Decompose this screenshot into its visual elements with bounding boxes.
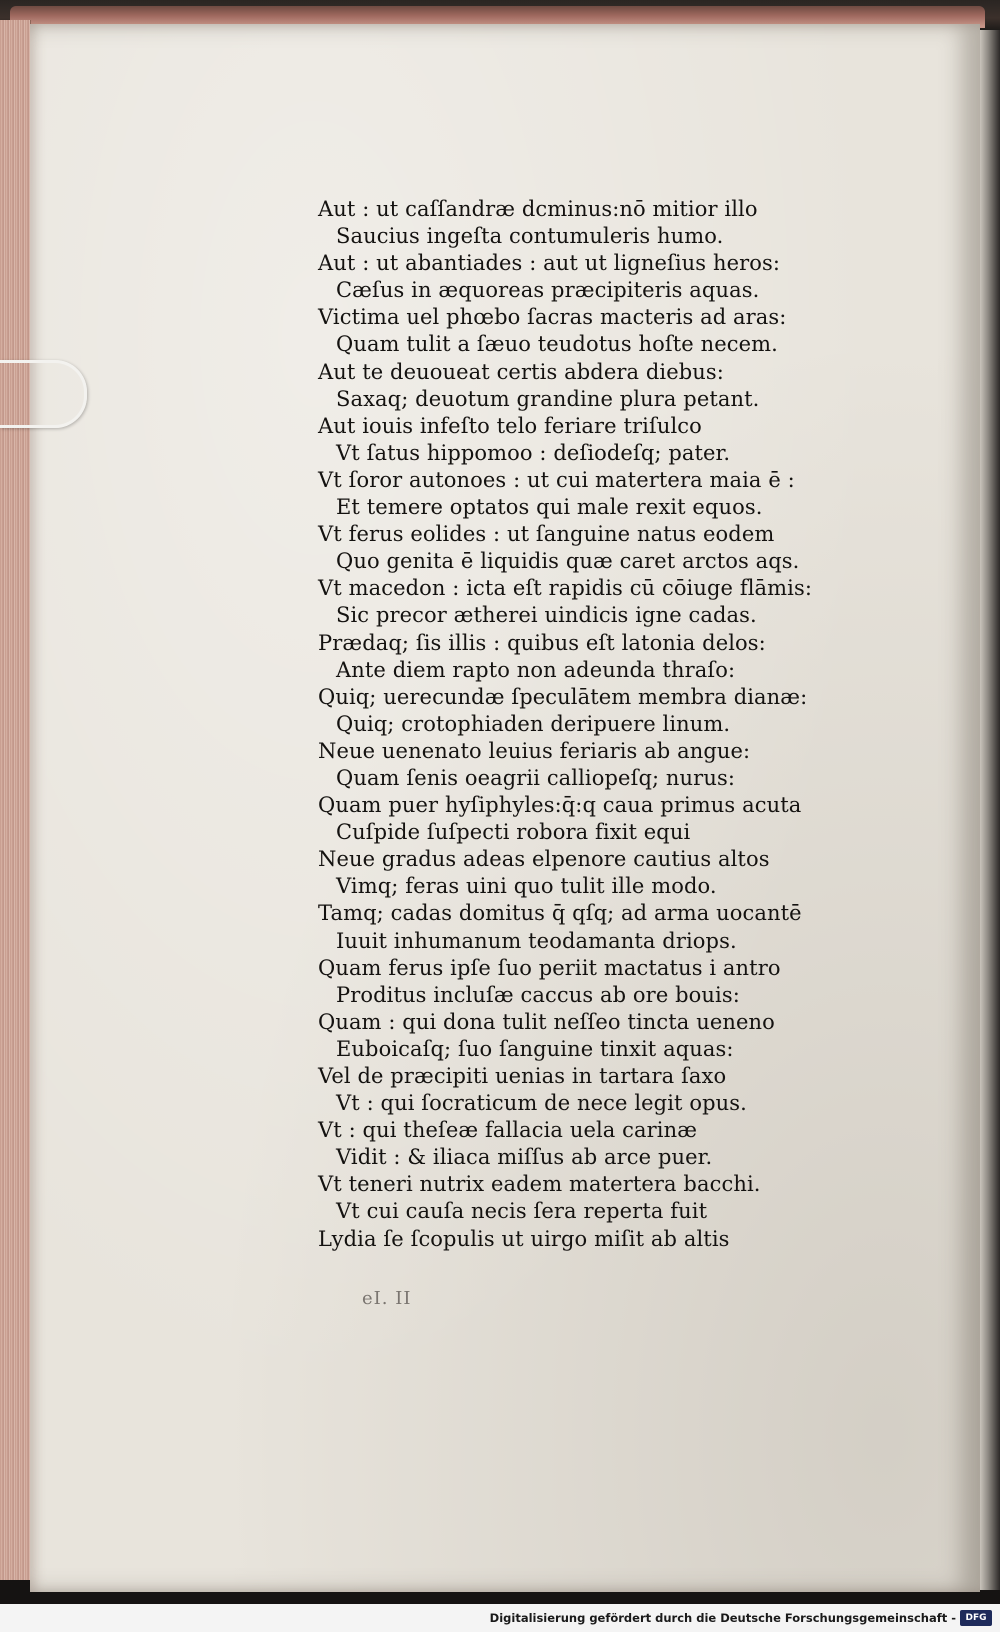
- verse-line: Vt ſatus hippomoo : deſiodeſq; pater.: [336, 440, 731, 465]
- footer-credit: Digitalisierung gefördert durch die Deutsche Forschungsgemeinschaft -: [489, 1611, 956, 1625]
- verse-line: Neue uenenato leuius feriaris ab angue:: [318, 738, 751, 763]
- verse-line: Quam : qui dona tulit neſſeo tincta ueneno: [318, 1009, 775, 1034]
- verse-line: Tamq; cadas domitus q̄ qſq; ad arma uocantē: [318, 901, 802, 926]
- verse-line: Aut : ut abantiades : aut ut ligneſius heros:: [318, 251, 781, 276]
- verse-line: Neue gradus adeas elpenore cautius altos: [318, 847, 770, 872]
- verse-line: Saxaq; deuotum grandine plura petant.: [336, 386, 760, 411]
- verse-line: Vt macedon : icta eſt rapidis cū cōiuge flāmis:: [318, 576, 813, 601]
- verse-line: Vt ferus eolides : ut ſanguine natus eodem: [318, 522, 775, 547]
- book-right-edge: [980, 30, 1000, 1590]
- verse-line: Cæſus in æquoreas præcipiteris aquas.: [336, 278, 760, 303]
- signature-mark: eI. II: [362, 1288, 412, 1309]
- dfg-logo: DFG: [960, 1610, 992, 1626]
- digitization-footer: [0, 1604, 1000, 1632]
- verse-line: Vt ſoror autonoes : ut cui matertera maia ē :: [318, 467, 795, 492]
- verse-line: Quiq; crotophiaden deripuere linum.: [336, 711, 731, 736]
- verse-line: Ante diem rapto non adeunda thraſo:: [336, 657, 736, 682]
- verse-line: Quiq; uerecundæ ſpeculātem membra dianæ:: [318, 684, 808, 709]
- verse-line: Quam ferus ipſe ſuo periit mactatus i antro: [318, 955, 781, 980]
- page-clip: [0, 360, 87, 428]
- verse-line: Vel de præcipiti uenias in tartara ſaxo: [318, 1064, 727, 1088]
- verse-line: Vt : qui theſeæ fallacia uela carinæ: [318, 1118, 698, 1143]
- verse-line: Quo genita ē liquidis quæ caret arctos aqs.: [336, 549, 800, 574]
- verse-line: Vidit : & iliaca miſſus ab arce puer.: [336, 1145, 713, 1170]
- verse-line: Quam puer hyſiphyles:q̄:q caua primus acuta: [318, 793, 802, 818]
- verse-line: Aut : ut caſſandræ dcminus:nō mitior illo: [318, 197, 758, 221]
- verse-line: Proditus incluſæ caccus ab ore bouis:: [336, 982, 740, 1007]
- verse-line: Quam ſenis oeagrii calliopeſq; nurus:: [336, 765, 735, 790]
- verse-line: Sic precor ætherei uindicis igne cadas.: [336, 603, 757, 628]
- verse-line: Aut te deuoueat certis abdera diebus:: [318, 359, 724, 384]
- verse-line: Euboicaſq; ſuo ſanguine tinxit aquas:: [336, 1036, 734, 1061]
- verse-line: Saucius ingeſta contumuleris humo.: [336, 224, 724, 249]
- verse-line: Aut iouis infeſto telo feriare triſulco: [318, 413, 702, 438]
- verse-line: Lydia ſe ſcopulis ut uirgo miſit ab altis: [318, 1226, 730, 1251]
- poem-text-block: [318, 196, 838, 1253]
- verse-line: Victima uel phœbo ſacras macteris ad aras:: [318, 305, 787, 330]
- book-fore-edge: [0, 20, 31, 1580]
- verse-line: Quam tulit a ſæuo teudotus hoſte necem.: [336, 332, 778, 357]
- verse-line: Iuuit inhumanum teodamanta driops.: [336, 928, 737, 953]
- verse-line: Cuſpide ſuſpecti robora fixit equi: [336, 820, 691, 845]
- verse-line: Vt : qui ſocraticum de nece legit opus.: [336, 1091, 747, 1116]
- verse-line: Vt cui cauſa necis ſera reperta fuit: [336, 1199, 708, 1224]
- verse-line: Vt teneri nutrix eadem matertera bacchi.: [318, 1172, 761, 1197]
- verse-line: Prædaq; ſis illis : quibus eſt latonia delos:: [318, 630, 766, 655]
- verse-line: Et temere optatos qui male rexit equos.: [336, 495, 763, 520]
- verse-line: Vimq; feras uini quo tulit ille modo.: [336, 874, 717, 899]
